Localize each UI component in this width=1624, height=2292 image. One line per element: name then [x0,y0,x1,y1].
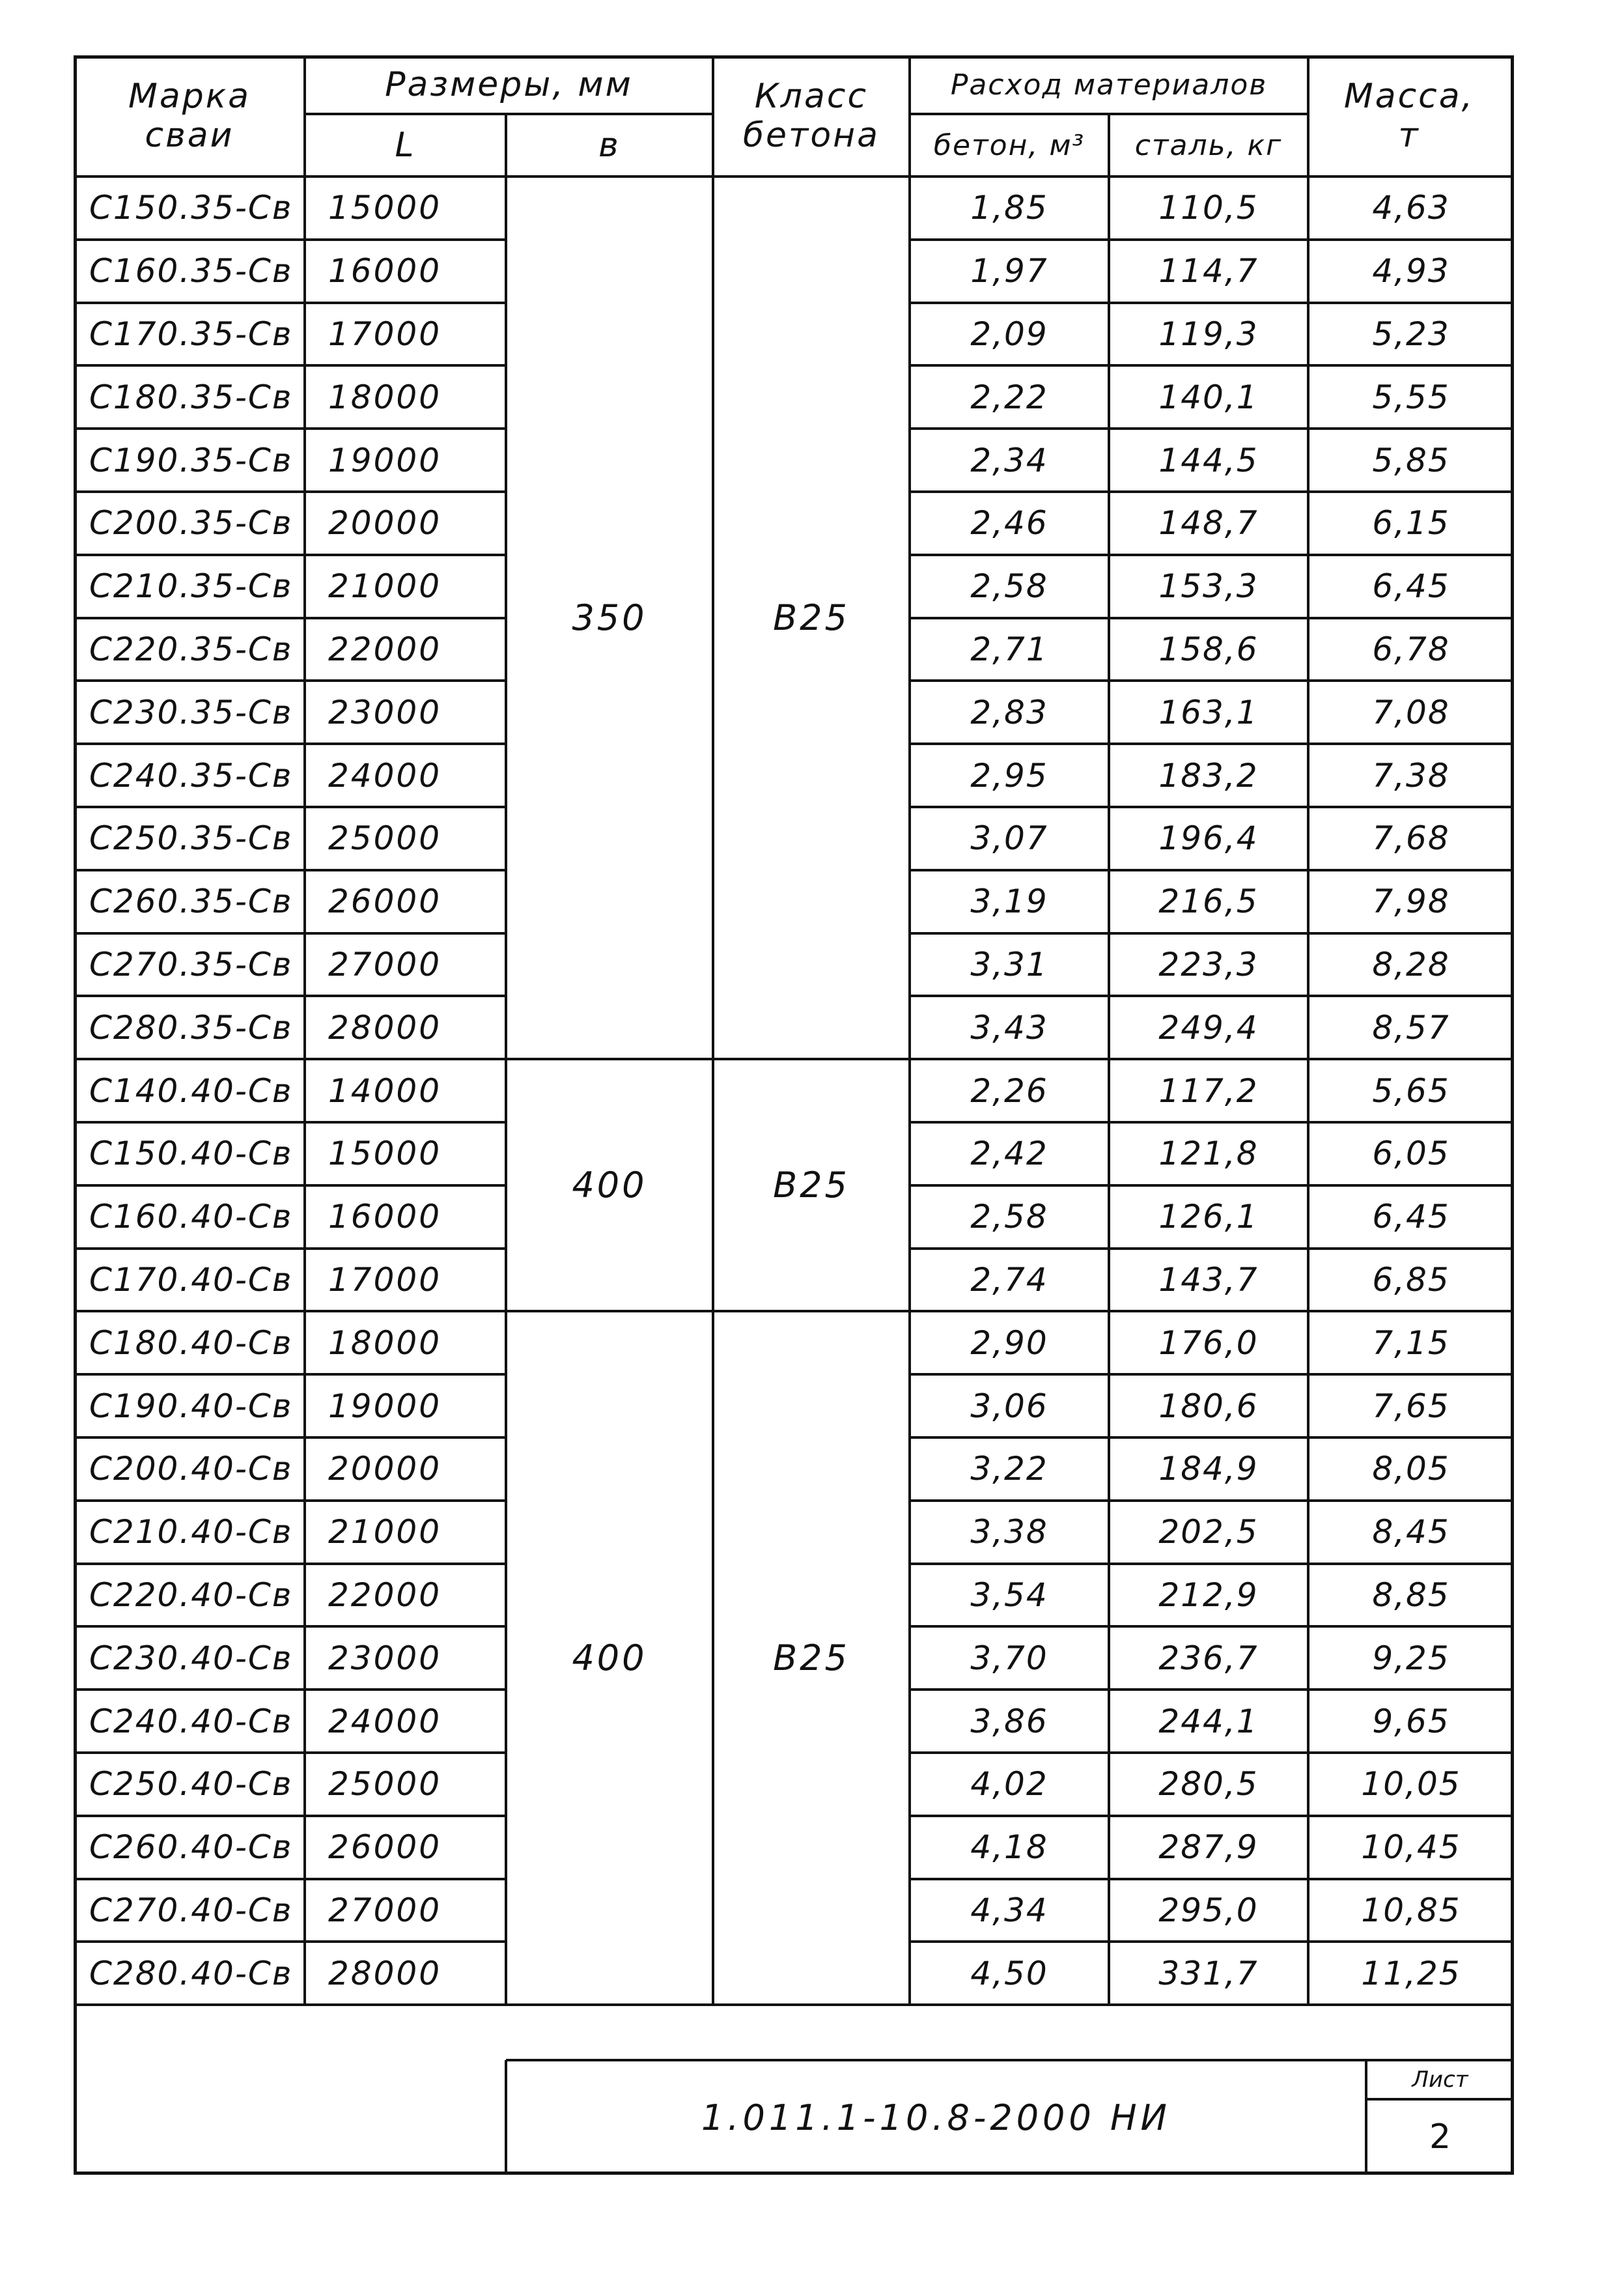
cell-mark: С230.40-Св [89,1639,293,1677]
cell-concrete: 2,58 [970,1198,1048,1236]
cell-steel: 280,5 [1158,1765,1259,1804]
cell-mark: С280.35-Св [89,1008,293,1047]
cell-steel: 110,5 [1158,189,1259,227]
cell-mass: 10,05 [1361,1765,1461,1804]
cell-mark: С250.35-Св [89,819,293,858]
document-code: 1.011.1-10.8-2000 НИ [701,2097,1171,2138]
cell-mass: 6,78 [1372,630,1450,668]
cell-concrete: 4,50 [970,1954,1048,1992]
cell-steel: 331,7 [1158,1954,1259,1992]
cell-length: 20000 [328,1450,442,1488]
cell-mass: 4,93 [1372,252,1450,290]
cell-mark: С220.35-Св [89,630,293,668]
cell-steel: 287,9 [1158,1828,1259,1867]
cell-length: 22000 [328,630,442,668]
cell-concrete: 3,43 [970,1008,1048,1047]
cell-concrete: 4,02 [970,1765,1048,1804]
cell-mark: С210.40-Св [89,1513,293,1551]
header-length: L [395,126,416,165]
cell-mass: 8,45 [1372,1513,1450,1551]
cell-width-merged: 400 [572,1637,647,1679]
cell-concrete: 3,22 [970,1450,1048,1488]
cell-concrete: 1,97 [970,252,1048,290]
cell-concrete: 2,26 [970,1071,1048,1110]
cell-mass: 5,23 [1372,315,1450,353]
cell-steel: 180,6 [1158,1387,1259,1425]
cell-steel: 121,8 [1158,1135,1259,1173]
cell-steel: 236,7 [1158,1639,1259,1677]
cell-steel: 126,1 [1158,1198,1259,1236]
cell-length: 17000 [328,315,442,353]
cell-concrete: 2,74 [970,1260,1048,1299]
cell-steel: 117,2 [1158,1071,1259,1110]
cell-concrete: 3,38 [970,1513,1048,1551]
cell-width-merged: 400 [572,1165,647,1206]
cell-steel: 153,3 [1158,567,1259,606]
cell-steel: 143,7 [1158,1260,1259,1299]
cell-mass: 10,85 [1361,1891,1461,1929]
cell-steel: 148,7 [1158,504,1259,543]
cell-length: 16000 [328,252,442,290]
header-consumption: Расход материалов [950,68,1268,102]
cell-length: 19000 [328,441,442,479]
cell-mark: С200.35-Св [89,504,293,543]
cell-mass: 8,28 [1372,945,1450,983]
cell-mass: 7,68 [1372,819,1450,858]
cell-steel: 140,1 [1158,378,1259,416]
cell-concrete: 3,86 [970,1702,1048,1740]
cell-mark: С150.40-Св [89,1135,293,1173]
cell-length: 14000 [328,1071,442,1110]
cell-length: 17000 [328,1260,442,1299]
cell-mark: С170.40-Св [89,1260,293,1299]
cell-steel: 212,9 [1158,1576,1259,1614]
cell-class-merged: В25 [773,597,850,639]
cell-length: 15000 [328,189,442,227]
cell-mark: С180.40-Св [89,1323,293,1362]
cell-mass: 7,98 [1372,883,1450,921]
header-mark: Марка сваи [128,77,251,155]
cell-mark: С230.35-Св [89,693,293,731]
cell-concrete: 3,19 [970,883,1048,921]
cell-concrete: 3,54 [970,1576,1048,1614]
cell-mark: С250.40-Св [89,1765,293,1804]
cell-mass: 6,85 [1372,1260,1450,1299]
cell-class-merged: В25 [773,1637,850,1679]
cell-length: 21000 [328,567,442,606]
cell-steel: 158,6 [1158,630,1259,668]
cell-mark: С160.35-Св [89,252,293,290]
cell-steel: 183,2 [1158,756,1259,795]
cell-mark: С150.35-Св [89,189,293,227]
cell-mass: 7,08 [1372,693,1450,731]
cell-mark: С180.35-Св [89,378,293,416]
cell-concrete: 2,71 [970,630,1048,668]
cell-length: 27000 [328,945,442,983]
cell-concrete: 4,18 [970,1828,1048,1867]
cell-mass: 6,05 [1372,1135,1450,1173]
cell-mass: 6,15 [1372,504,1450,543]
cell-concrete: 2,42 [970,1135,1048,1173]
cell-length: 21000 [328,1513,442,1551]
cell-steel: 216,5 [1158,883,1259,921]
cell-concrete: 2,46 [970,504,1048,543]
cell-steel: 223,3 [1158,945,1259,983]
cell-concrete: 2,83 [970,693,1048,731]
cell-steel: 114,7 [1158,252,1259,290]
cell-concrete: 4,34 [970,1891,1048,1929]
cell-length: 18000 [328,1323,442,1362]
cell-length: 26000 [328,1828,442,1867]
cell-mass: 4,63 [1372,189,1450,227]
cell-mass: 7,15 [1372,1323,1450,1362]
header-steel-mass: сталь, кг [1134,128,1283,162]
cell-mark: С140.40-Св [89,1071,293,1110]
cell-mass: 6,45 [1372,567,1450,606]
cell-length: 25000 [328,819,442,858]
cell-mark: С170.35-Св [89,315,293,353]
cell-length: 18000 [328,378,442,416]
cell-length: 28000 [328,1008,442,1047]
cell-width-merged: 350 [572,597,647,639]
cell-concrete: 2,34 [970,441,1048,479]
header-concrete-volume: бетон, м³ [933,128,1085,162]
cell-concrete: 3,31 [970,945,1048,983]
cell-mass: 8,05 [1372,1450,1450,1488]
cell-mark: С210.35-Св [89,567,293,606]
cell-length: 20000 [328,504,442,543]
cell-mass: 7,38 [1372,756,1450,795]
cell-concrete: 3,06 [970,1387,1048,1425]
cell-length: 27000 [328,1891,442,1929]
cell-mark: С270.40-Св [89,1891,293,1929]
sheet-label: Лист [1412,2067,1468,2093]
cell-mass: 10,45 [1361,1828,1461,1867]
cell-mark: С260.35-Св [89,883,293,921]
cell-concrete: 3,07 [970,819,1048,858]
cell-steel: 244,1 [1158,1702,1259,1740]
cell-length: 26000 [328,883,442,921]
cell-mass: 11,25 [1361,1954,1461,1992]
cell-mass: 5,65 [1372,1071,1450,1110]
cell-mark: С240.40-Св [89,1702,293,1740]
cell-steel: 176,0 [1158,1323,1259,1362]
cell-concrete: 3,70 [970,1639,1048,1677]
cell-mark: С190.40-Св [89,1387,293,1425]
cell-length: 19000 [328,1387,442,1425]
cell-mark: С200.40-Св [89,1450,293,1488]
cell-concrete: 2,95 [970,756,1048,795]
cell-length: 28000 [328,1954,442,1992]
cell-length: 23000 [328,1639,442,1677]
cell-length: 25000 [328,1765,442,1804]
cell-steel: 119,3 [1158,315,1259,353]
cell-mark: С240.35-Св [89,756,293,795]
cell-length: 24000 [328,756,442,795]
cell-mass: 5,85 [1372,441,1450,479]
cell-mass: 9,25 [1372,1639,1450,1677]
header-sizes: Размеры, мм [385,65,633,104]
cell-mark: С190.35-Св [89,441,293,479]
cell-concrete: 2,58 [970,567,1048,606]
cell-mass: 7,65 [1372,1387,1450,1425]
cell-steel: 295,0 [1158,1891,1259,1929]
cell-mass: 6,45 [1372,1198,1450,1236]
cell-steel: 144,5 [1158,441,1259,479]
cell-length: 23000 [328,693,442,731]
cell-mark: С260.40-Св [89,1828,293,1867]
cell-mass: 8,85 [1372,1576,1450,1614]
cell-mark: С270.35-Св [89,945,293,983]
cell-steel: 163,1 [1158,693,1259,731]
cell-mark: С160.40-Св [89,1198,293,1236]
cell-length: 16000 [328,1198,442,1236]
cell-concrete: 2,22 [970,378,1048,416]
cell-length: 15000 [328,1135,442,1173]
cell-steel: 249,4 [1158,1008,1259,1047]
header-concrete-class: Класс бетона [742,77,880,155]
sheet-number: 2 [1429,2117,1451,2157]
cell-mass: 5,55 [1372,378,1450,416]
cell-steel: 196,4 [1158,819,1259,858]
cell-length: 22000 [328,1576,442,1614]
cell-mass: 9,65 [1372,1702,1450,1740]
cell-concrete: 2,90 [970,1323,1048,1362]
cell-concrete: 2,09 [970,315,1048,353]
cell-mark: С220.40-Св [89,1576,293,1614]
header-width: в [598,126,621,165]
cell-steel: 202,5 [1158,1513,1259,1551]
cell-class-merged: В25 [773,1165,850,1206]
cell-mass: 8,57 [1372,1008,1450,1047]
cell-length: 24000 [328,1702,442,1740]
cell-steel: 184,9 [1158,1450,1259,1488]
cell-concrete: 1,85 [970,189,1048,227]
header-mass: Масса, т [1343,77,1475,155]
cell-mark: С280.40-Св [89,1954,293,1992]
